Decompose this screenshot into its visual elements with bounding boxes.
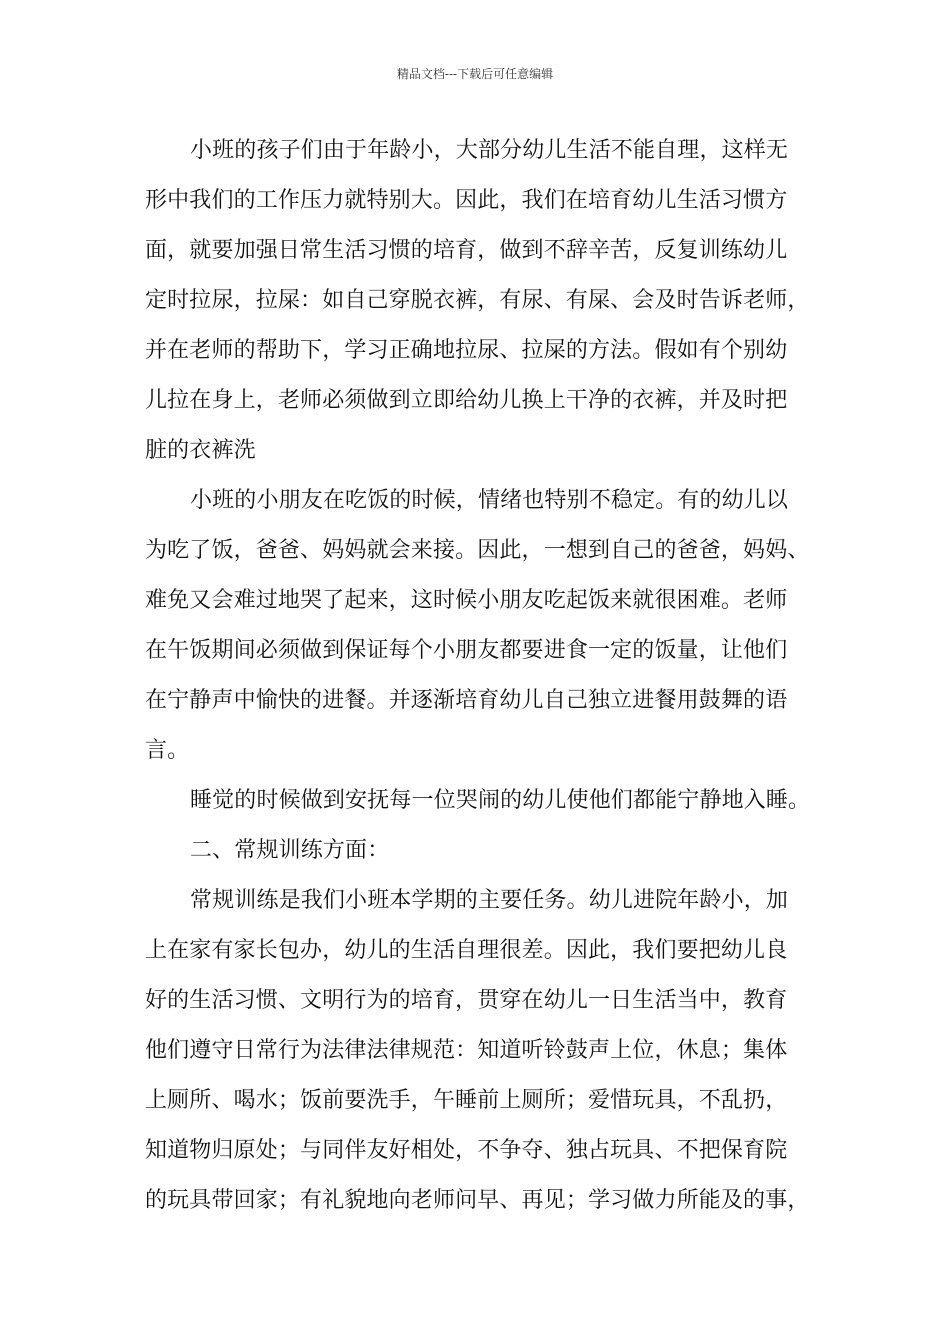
paragraph-line: 面，就要加强日常生活习惯的培育，做到不辞辛苦，反复训练幼儿 [145,238,788,263]
paragraph-line: 的玩具带回家；有礼貌地向老师问早、再见；学习做力所能及的事， [145,1188,810,1213]
paragraph-line: 定时拉尿，拉屎：如自己穿脱衣裤，有尿、有屎、会及时告诉老师， [145,288,810,313]
paragraph-line: 并在老师的帮助下，学习正确地拉尿、拉屎的方法。假如有个别幼 [145,338,788,363]
page-header: 精品文档---下载后可任意编辑 [396,67,554,81]
paragraph-line: 常规训练是我们小班本学期的主要任务。幼儿进院年龄小，加 [190,888,789,913]
paragraph-line: 上在家有家长包办，幼儿的生活自理很差。因此，我们要把幼儿良 [145,938,788,963]
paragraph-line: 为吃了饭，爸爸、妈妈就会来接。因此，一想到自己的爸爸，妈妈、 [145,538,810,563]
paragraph-line: 脏的衣裤洗 [145,438,256,463]
paragraph-line: 在午饭期间必须做到保证每个小朋友都要进食一定的饭量，让他们 [145,638,788,663]
paragraph-line: 睡觉的时候做到安抚每一位哭闹的幼儿使他们都能宁静地入睡。 [190,788,811,813]
paragraph-line: 儿拉在身上，老师必须做到立即给幼儿换上干净的衣裤，并及时把 [145,388,788,413]
paragraph-line: 小班的孩子们由于年龄小，大部分幼儿生活不能自理，这样无 [190,138,789,163]
section-heading: 二、常规训练方面： [190,838,390,863]
paragraph-line: 上厕所、喝水；饭前要洗手，午睡前上厕所；爱惜玩具，不乱扔， [145,1088,788,1113]
paragraph-line: 知道物归原处；与同伴友好相处，不争夺、独占玩具、不把保育院 [145,1138,788,1163]
paragraph-line: 形中我们的工作压力就特别大。因此，我们在培育幼儿生活习惯方 [145,188,788,213]
paragraph-line: 言。 [145,738,190,763]
paragraph-line: 他们遵守日常行为法律法律规范：知道听铃鼓声上位，休息；集体 [145,1038,788,1063]
paragraph-line: 在宁静声中愉快的进餐。并逐渐培育幼儿自己独立进餐用鼓舞的语 [145,688,788,713]
document-body [145,126,813,1226]
paragraph-line: 好的生活习惯、文明行为的培育，贯穿在幼儿一日生活当中，教育 [145,988,788,1013]
paragraph-line: 小班的小朋友在吃饭的时候，情绪也特别不稳定。有的幼儿以 [190,488,789,513]
paragraph-line: 难免又会难过地哭了起来，这时候小朋友吃起饭来就很困难。老师 [145,588,788,613]
